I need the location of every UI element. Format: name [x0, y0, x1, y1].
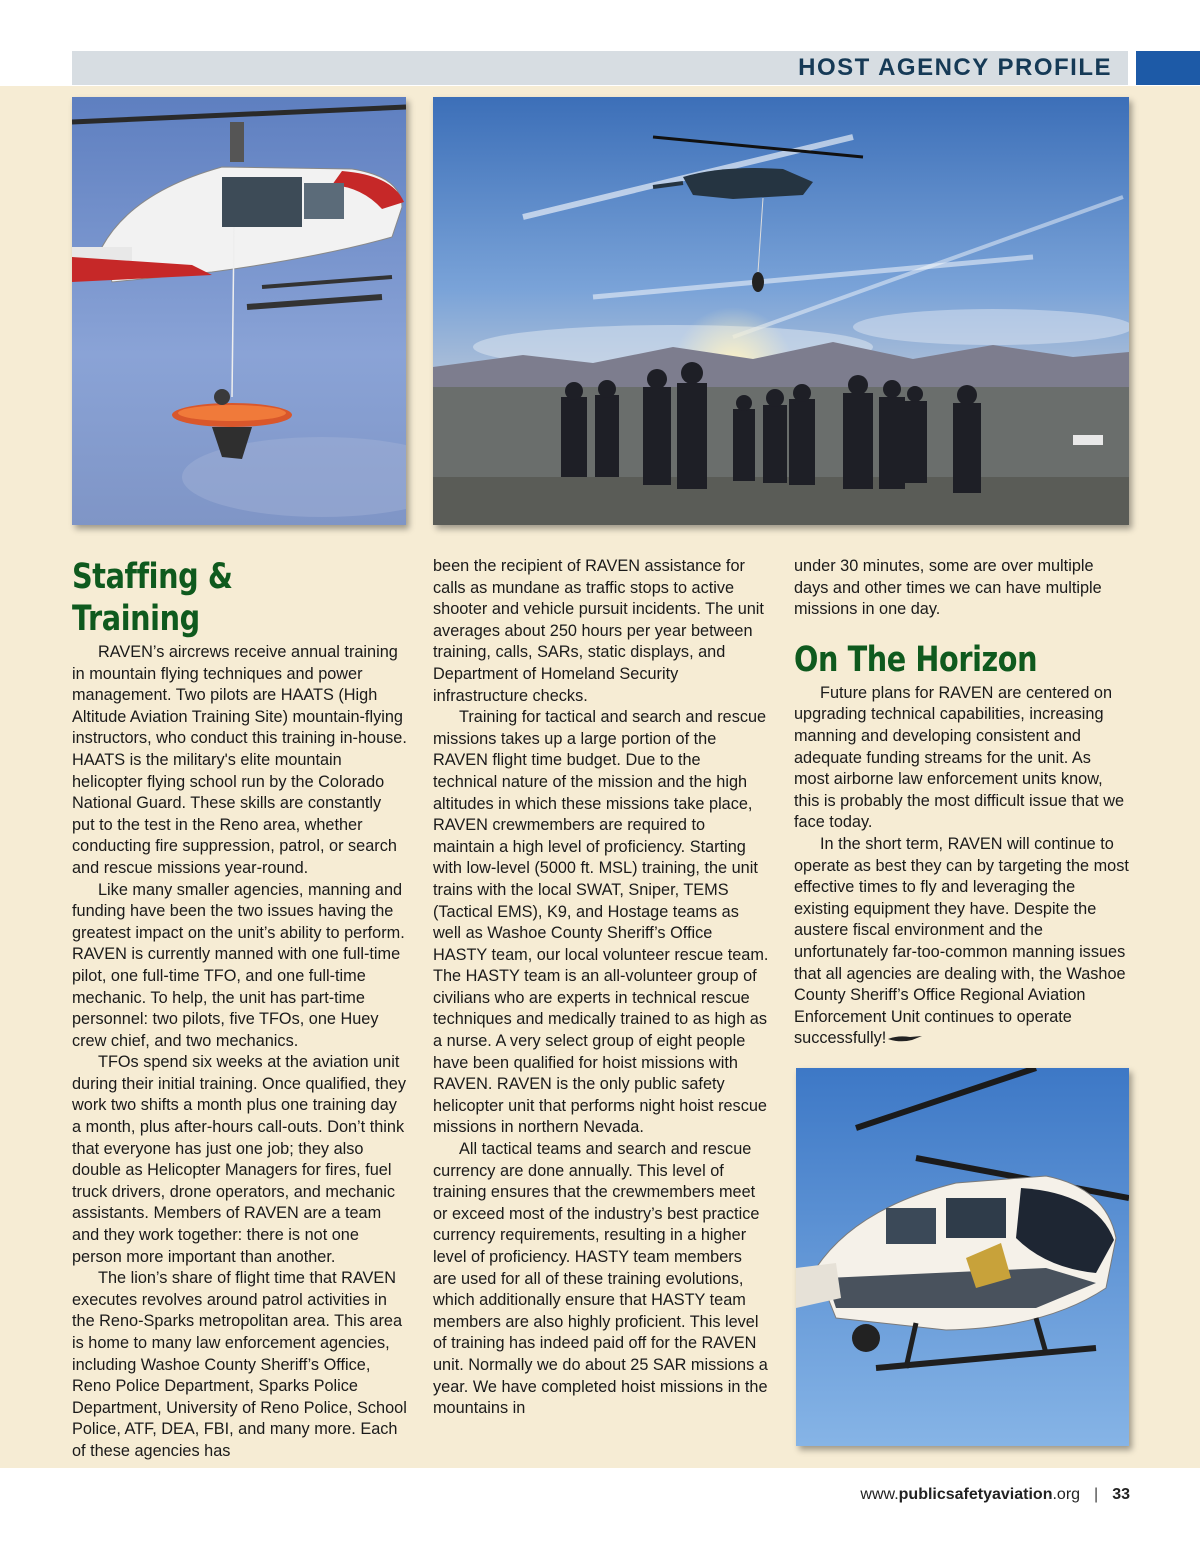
article-paragraph-continued: under 30 minutes, some are over multiple days and other times we can have multiple missions in one day.: [794, 557, 1102, 619]
article-column-1: [72, 556, 408, 1463]
section-heading-staffing: Staffing & Training: [72, 557, 233, 639]
end-of-article-icon: [888, 1034, 922, 1044]
article-column-2: [433, 556, 769, 1420]
article-paragraph: Future plans for RAVEN are centered on upgrading technical capabilities, increasing manning and developing consistent and adequate funding streams for the unit. As most airborne law enforcement units know, this is probably the most difficult issue that we face today.: [794, 683, 1125, 832]
article-paragraph: All tactical teams and search and rescue currency are done annually. This level of training ensures that the crewmembers meet or exceed most of the industry’s best practice currency requirements, resulting in a higher level of proficiency. HASTY team members are used for all of these training evolutions, which additionally ensure that HASTY team members are also highly proficient. This level of training has indeed paid off for the RAVEN unit. Normally we do about 25 SAR missions a year. We have completed hoist missions in the mountains in: [433, 1140, 768, 1418]
section-title: HOST AGENCY PROFILE: [798, 54, 1112, 81]
footer-url-domain: publicsafetyaviation: [898, 1486, 1053, 1503]
final-paragraph-text: In the short term, RAVEN will continue to operate as best they can by targeting the most effective times to fly and leveraging the existing equipment they have. Despite the austere fiscal environment and the unfortunately far-too-common manning issues that all agencies are dealing with, the Washoe County Sheriff’s Office Regional Aviation Enforcement Unit continues to operate successfully!: [794, 834, 1129, 1048]
page-footer: [760, 1486, 1130, 1504]
article-paragraph: Training for tactical and search and rescue missions takes up a large portion of the RAVEN flight time budget. Due to the technical nature of the mission and the high altitudes in which these missions take place, RAVEN crewmembers are required to maintain a high level of proficiency. Starting with low-level (5000 ft. MSL) training, the unit trains with the local SWAT, Sniper, TEMS (Tactical EMS), K9, and Hostage teams as well as Washoe County Sheriff’s Office HASTY team, our local volunteer rescue team. The HASTY team is an all-volunteer group of civilians who are experts in technical rescue techniques and medically trained to as high as a nurse. A very select group of eight people have been qualified for hoist missions with RAVEN. RAVEN is the only public safety helicopter unit that performs night hoist rescue missions in northern Nevada.: [433, 708, 769, 1137]
article-paragraph: TFOs spend six weeks at the aviation unit during their initial training. Once qualified, they work two shifts a month plus one training day a month, plus after-hours call-outs. Don’t think that everyone has just one job; they also double as Helicopter Managers for fires, fuel truck drivers, drone operators, and mechanic assistants. Members of RAVEN are a team and they work together: there is not one person more important than another.: [72, 1053, 406, 1266]
article-paragraph: Like many smaller agencies, manning and funding have been the two issues having the greatest impact on the unit’s ability to perform. RAVEN is currently manned with one full-time pilot, one full-time TFO, and one full-time mechanic. To help, the unit has part-time personnel: two pilots, five TFOs, one Huey crew chief, and two mechanics.: [72, 880, 405, 1050]
footer-url-prefix: www.: [860, 1486, 899, 1503]
article-paragraph: The lion’s share of flight time that RAVEN executes revolves around patrol activities in the Reno-Sparks metropolitan area. This area is home to many law enforcement agencies, including Washoe County Sheriff’s Office, Reno Police Department, Sparks Police Department, University of Reno Police, School Police, ATF, DEA, FBI, and many more. Each of these agencies has: [72, 1269, 407, 1460]
section-heading-horizon: On The Horizon: [794, 639, 1038, 680]
page-number: 33: [1112, 1486, 1130, 1503]
team-training-image: [433, 97, 1129, 525]
page-tab-marker: [1136, 51, 1200, 85]
footer-separator: |: [1094, 1486, 1099, 1503]
article-paragraph-final: [794, 834, 1130, 1050]
article-column-3: [794, 556, 1130, 1050]
article-paragraph-continued: been the recipient of RAVEN assistance for calls as mundane as traffic stops to active shooter and vehicle pursuit incidents. The unit averages about 250 hours per year between training, calls, SARs, static displays, and Department of Homeland Security infrastructure checks.: [433, 557, 764, 705]
team-training-photo: [433, 97, 1129, 525]
section-header-bar: [72, 51, 1128, 85]
sheriff-helicopter-image: [796, 1068, 1129, 1446]
hoist-rescue-image: [72, 97, 406, 525]
footer-url-suffix: .org: [1052, 1486, 1081, 1503]
article-paragraph: RAVEN’s aircrews receive annual training in mountain flying techniques and power management. Two pilots are HAATS (High Altitude Aviation Training Site) mountain-flying instructors, who conduct this training in-house. HAATS is the military's elite mountain helicopter flying school run by the Colorado National Guard. These skills are constantly put to the test in the Reno area, whether conducting fire suppression, patrol, or search and rescue missions year-round.: [72, 643, 407, 877]
sheriff-helicopter-photo: [796, 1068, 1129, 1446]
hoist-rescue-photo: [72, 97, 406, 525]
